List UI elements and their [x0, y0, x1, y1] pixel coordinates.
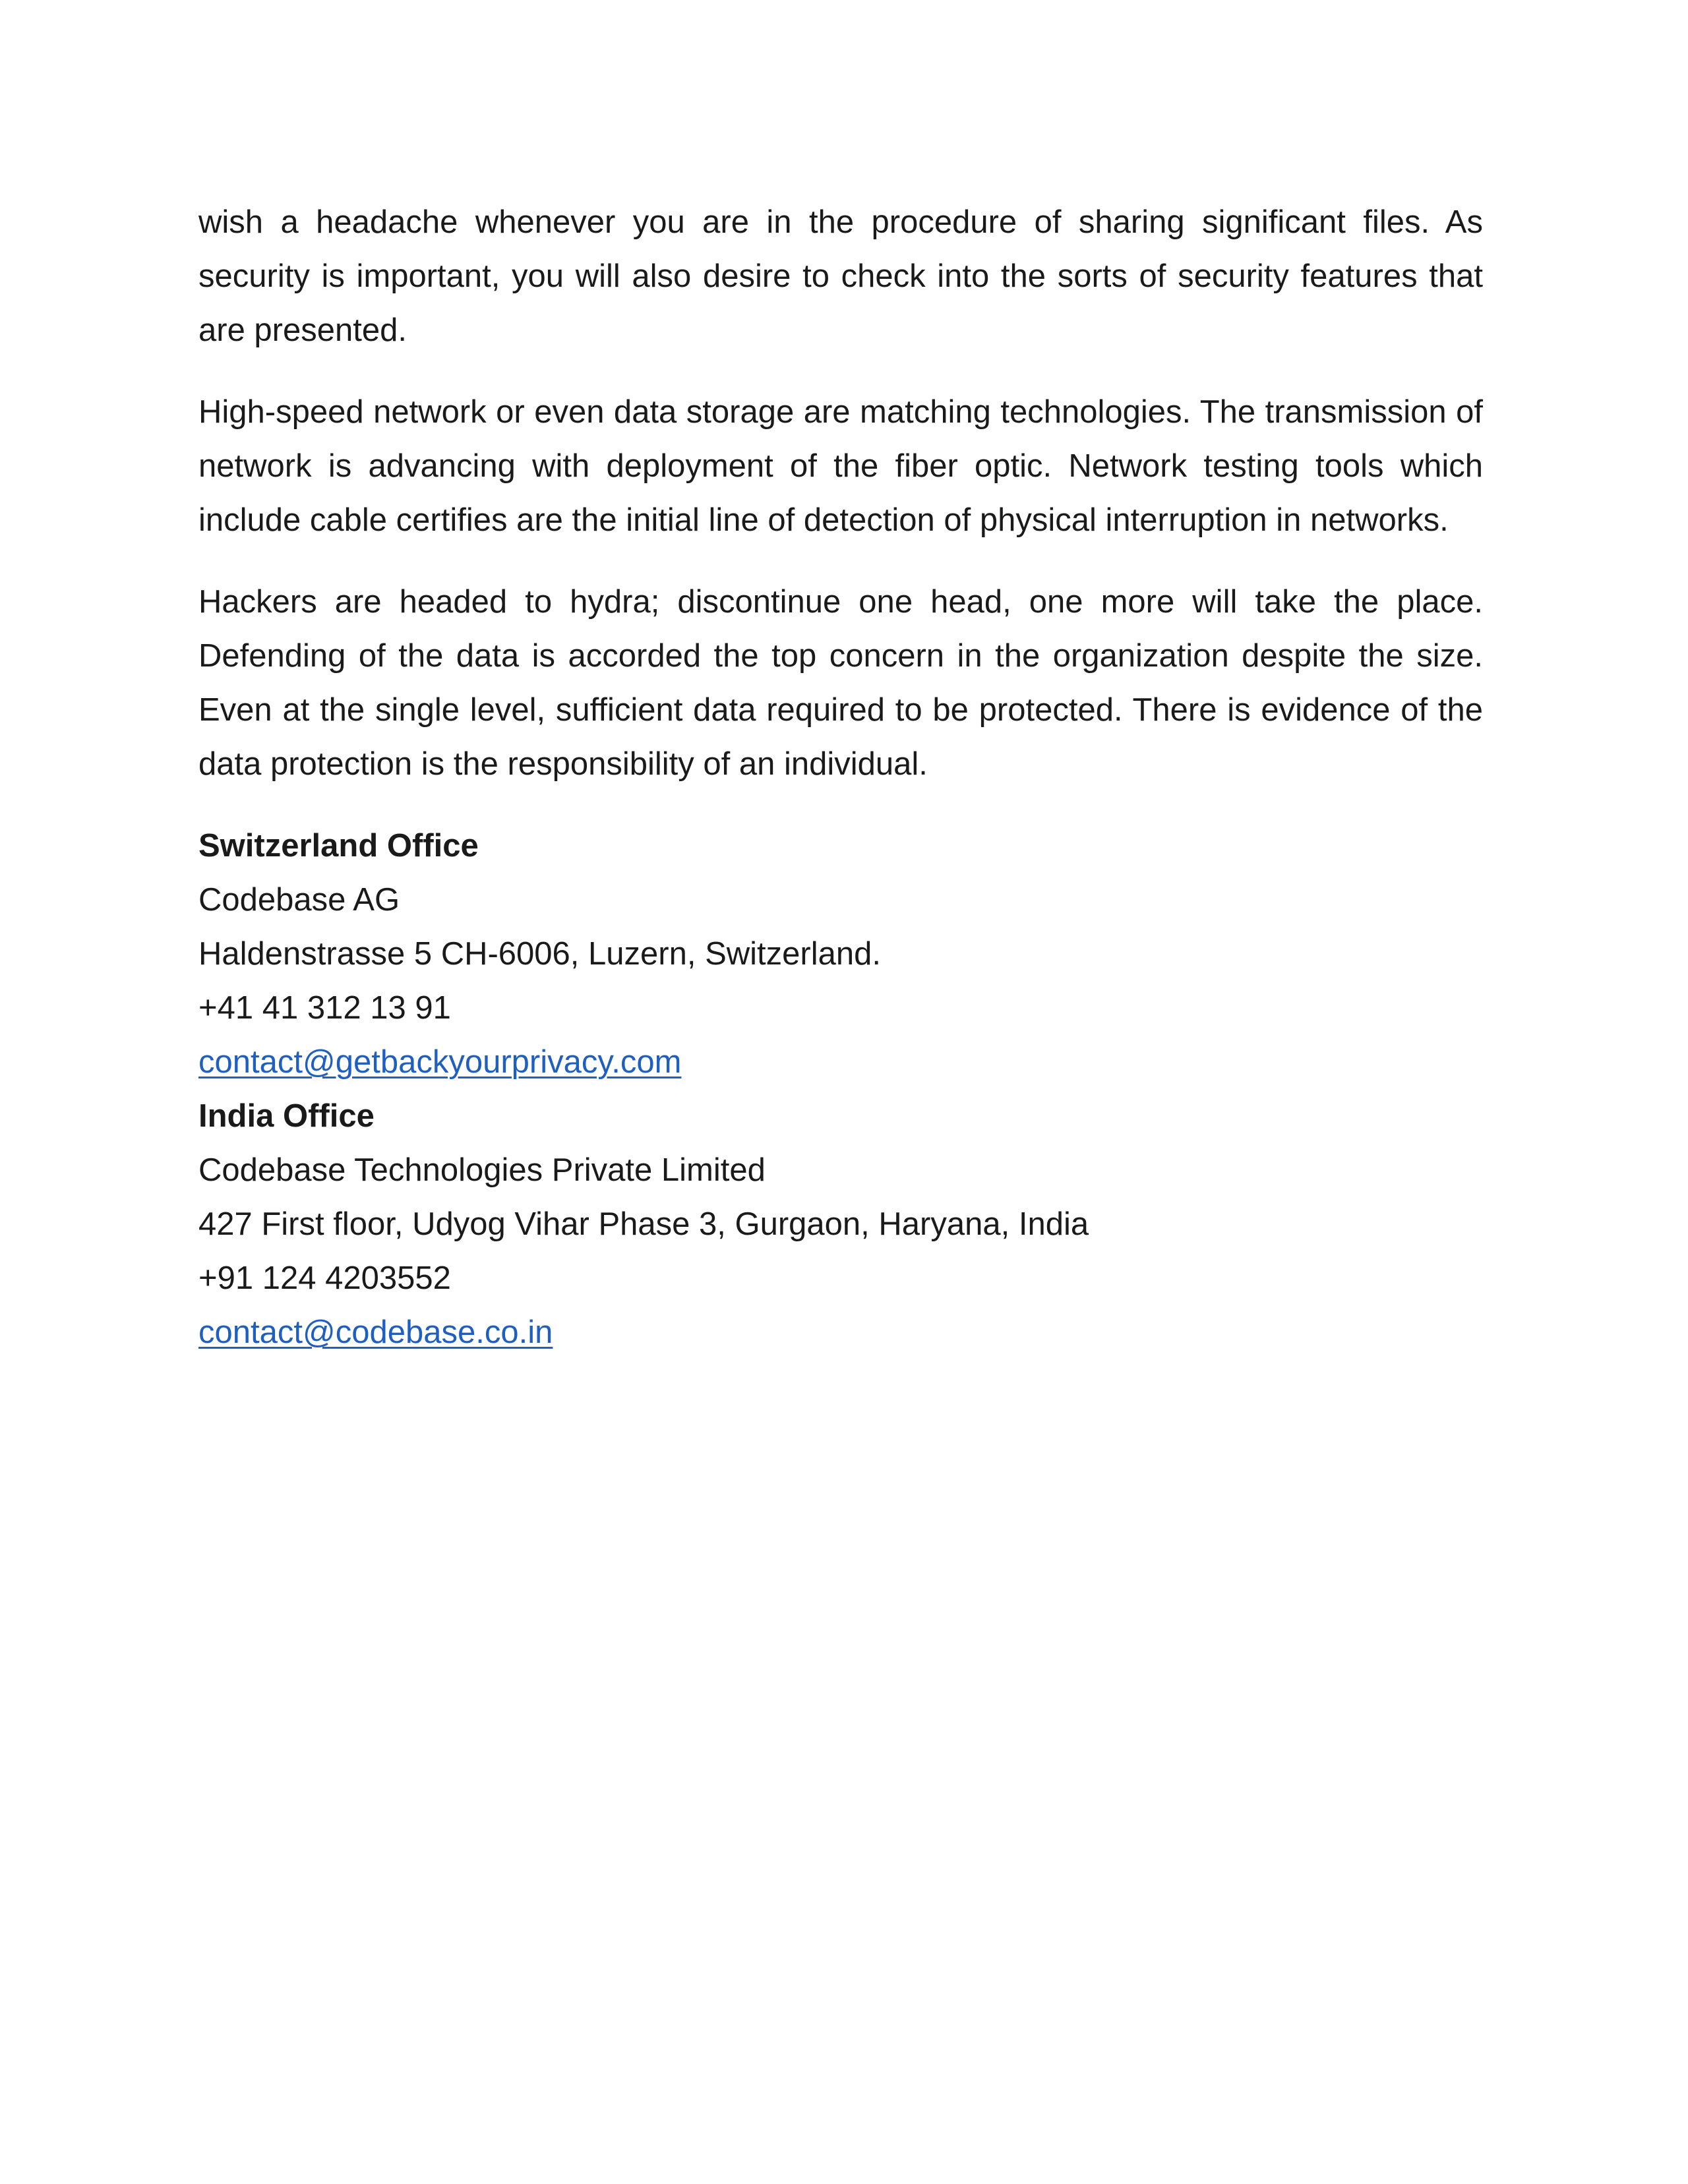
- paragraph-network: High-speed network or even data storage are matching technologies. The transmission of network is advancing with deployment of the fiber optic. Network testing tools which include cable certifies are the initial line of detection of physical interruption in networks.: [198, 394, 1483, 538]
- switzerland-phone: +41 41 312 13 91: [198, 990, 451, 1026]
- india-email-line: [198, 1305, 1483, 1359]
- switzerland-email-link[interactable]: contact@getbackyourprivacy.com: [198, 1044, 682, 1080]
- india-office-heading: India Office: [198, 1098, 375, 1134]
- india-phone: +91 124 4203552: [198, 1260, 451, 1296]
- paragraph-file-sharing: wish a headache whenever you are in the procedure of sharing significant files. As security is important, you will also desire to check into the sorts of security features that are presented.: [198, 204, 1483, 348]
- switzerland-email-line: [198, 1035, 1483, 1089]
- switzerland-office-heading: Switzerland Office: [198, 828, 479, 864]
- india-email-link[interactable]: contact@codebase.co.in: [198, 1314, 553, 1350]
- page-content: [198, 195, 1483, 1359]
- switzerland-address: Haldenstrasse 5 CH-6006, Luzern, Switzerland.: [198, 936, 881, 972]
- paragraph-hackers: Hackers are headed to hydra; discontinue one head, one more will take the place. Defending of the data is accorded the top concern in the organization despite the size. Even at the single level, sufficient data required to be protected. There is evidence of the data protection is the responsibility of an individual.: [198, 584, 1483, 782]
- switzerland-office-block: [198, 819, 1483, 1089]
- switzerland-company-name: Codebase AG: [198, 882, 400, 918]
- india-office-block: [198, 1089, 1483, 1359]
- india-address: 427 First floor, Udyog Vihar Phase 3, Gurgaon, Haryana, India: [198, 1206, 1089, 1242]
- india-company-name: Codebase Technologies Private Limited: [198, 1152, 766, 1188]
